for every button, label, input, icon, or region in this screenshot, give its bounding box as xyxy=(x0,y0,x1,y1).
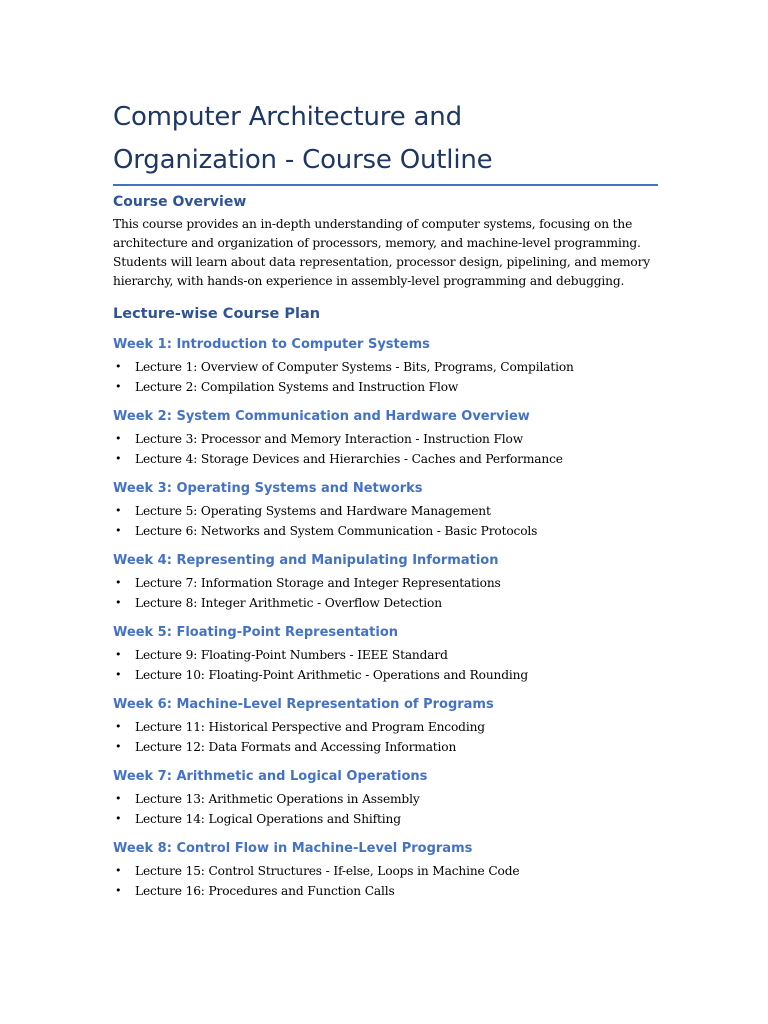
lecture-text: Lecture 3: Processor and Memory Interaction - Instruction Flow xyxy=(135,432,523,446)
lecture-list xyxy=(113,429,658,469)
lecture-item xyxy=(113,573,658,593)
week-section xyxy=(113,407,658,469)
bullet-icon: • xyxy=(115,360,122,373)
week-heading: Week 3: Operating Systems and Networks xyxy=(113,481,423,496)
overview-line: architecture and organization of processors, memory, and machine-level programming. xyxy=(113,236,641,250)
lecture-text: Lecture 14: Logical Operations and Shifting xyxy=(135,812,401,826)
lecture-item xyxy=(113,449,658,469)
lecture-text: Lecture 2: Compilation Systems and Instruction Flow xyxy=(135,380,459,394)
lecture-item xyxy=(113,377,658,397)
lecture-text: Lecture 12: Data Formats and Accessing Information xyxy=(135,740,457,754)
bullet-icon: • xyxy=(115,576,122,589)
lecture-item xyxy=(113,593,658,613)
overview-line: This course provides an in-depth understanding of computer systems, focusing on the xyxy=(113,217,633,231)
lecture-text: Lecture 4: Storage Devices and Hierarchies - Caches and Performance xyxy=(135,452,563,466)
title-underline xyxy=(113,184,658,186)
lecture-text: Lecture 13: Arithmetic Operations in Assembly xyxy=(135,792,420,806)
bullet-icon: • xyxy=(115,504,122,517)
lecture-list xyxy=(113,357,658,397)
lecture-list xyxy=(113,573,658,613)
lecture-item xyxy=(113,861,658,881)
lecture-text: Lecture 15: Control Structures - If-else, Loops in Machine Code xyxy=(135,864,520,878)
lecture-item xyxy=(113,789,658,809)
week-heading: Week 7: Arithmetic and Logical Operations xyxy=(113,769,428,784)
document-title xyxy=(113,96,658,182)
bullet-icon: • xyxy=(115,792,122,805)
overview-paragraph xyxy=(113,215,658,291)
lecture-text: Lecture 1: Overview of Computer Systems - Bits, Programs, Compilation xyxy=(135,360,574,374)
week-section xyxy=(113,551,658,613)
bullet-icon: • xyxy=(115,668,122,681)
week-heading: Week 5: Floating-Point Representation xyxy=(113,625,399,640)
bullet-icon: • xyxy=(115,596,122,609)
week-section xyxy=(113,335,658,397)
lecture-list xyxy=(113,645,658,685)
lecture-item xyxy=(113,501,658,521)
lecture-list xyxy=(113,861,658,901)
week-section xyxy=(113,767,658,829)
weeks-container xyxy=(113,335,658,901)
week-section xyxy=(113,623,658,685)
bullet-icon: • xyxy=(115,864,122,877)
bullet-icon: • xyxy=(115,720,122,733)
lecture-text: Lecture 5: Operating Systems and Hardware Management xyxy=(135,504,491,518)
week-section xyxy=(113,839,658,901)
lecture-item xyxy=(113,717,658,737)
week-heading: Week 4: Representing and Manipulating Information xyxy=(113,553,499,568)
document-content xyxy=(113,96,658,901)
title-line-1: Computer Architecture and xyxy=(113,102,462,132)
bullet-icon: • xyxy=(115,524,122,537)
week-heading: Week 2: System Communication and Hardware Overview xyxy=(113,409,530,424)
lecture-text: Lecture 10: Floating-Point Arithmetic - Operations and Rounding xyxy=(135,668,529,682)
lecture-item xyxy=(113,881,658,901)
lecture-list xyxy=(113,501,658,541)
bullet-icon: • xyxy=(115,812,122,825)
week-heading: Week 6: Machine-Level Representation of Programs xyxy=(113,697,494,712)
bullet-icon: • xyxy=(115,884,122,897)
lecture-text: Lecture 7: Information Storage and Integer Representations xyxy=(135,576,501,590)
lecture-item xyxy=(113,521,658,541)
lecture-text: Lecture 9: Floating-Point Numbers - IEEE Standard xyxy=(135,648,448,662)
bullet-icon: • xyxy=(115,648,122,661)
bullet-icon: • xyxy=(115,452,122,465)
lecture-text: Lecture 16: Procedures and Function Calls xyxy=(135,884,395,898)
overview-line: hierarchy, with hands-on experience in assembly-level programming and debugging. xyxy=(113,274,625,288)
lecture-item xyxy=(113,357,658,377)
lecture-text: Lecture 11: Historical Perspective and Program Encoding xyxy=(135,720,485,734)
overview-heading: Course Overview xyxy=(113,194,247,210)
bullet-icon: • xyxy=(115,380,122,393)
bullet-icon: • xyxy=(115,740,122,753)
bullet-icon: • xyxy=(115,432,122,445)
lecture-item xyxy=(113,665,658,685)
lecture-item xyxy=(113,809,658,829)
week-section xyxy=(113,695,658,757)
lecture-text: Lecture 8: Integer Arithmetic - Overflow Detection xyxy=(135,596,442,610)
plan-heading: Lecture-wise Course Plan xyxy=(113,306,321,322)
lecture-item xyxy=(113,737,658,757)
lecture-item xyxy=(113,645,658,665)
week-section xyxy=(113,479,658,541)
lecture-item xyxy=(113,429,658,449)
overview-line: Students will learn about data representation, processor design, pipelining, and memory xyxy=(113,255,651,269)
lecture-text: Lecture 6: Networks and System Communication - Basic Protocols xyxy=(135,524,538,538)
week-heading: Week 1: Introduction to Computer Systems xyxy=(113,337,430,352)
week-heading: Week 8: Control Flow in Machine-Level Programs xyxy=(113,841,473,856)
title-line-2: Organization - Course Outline xyxy=(113,145,493,175)
lecture-list xyxy=(113,789,658,829)
lecture-list xyxy=(113,717,658,757)
